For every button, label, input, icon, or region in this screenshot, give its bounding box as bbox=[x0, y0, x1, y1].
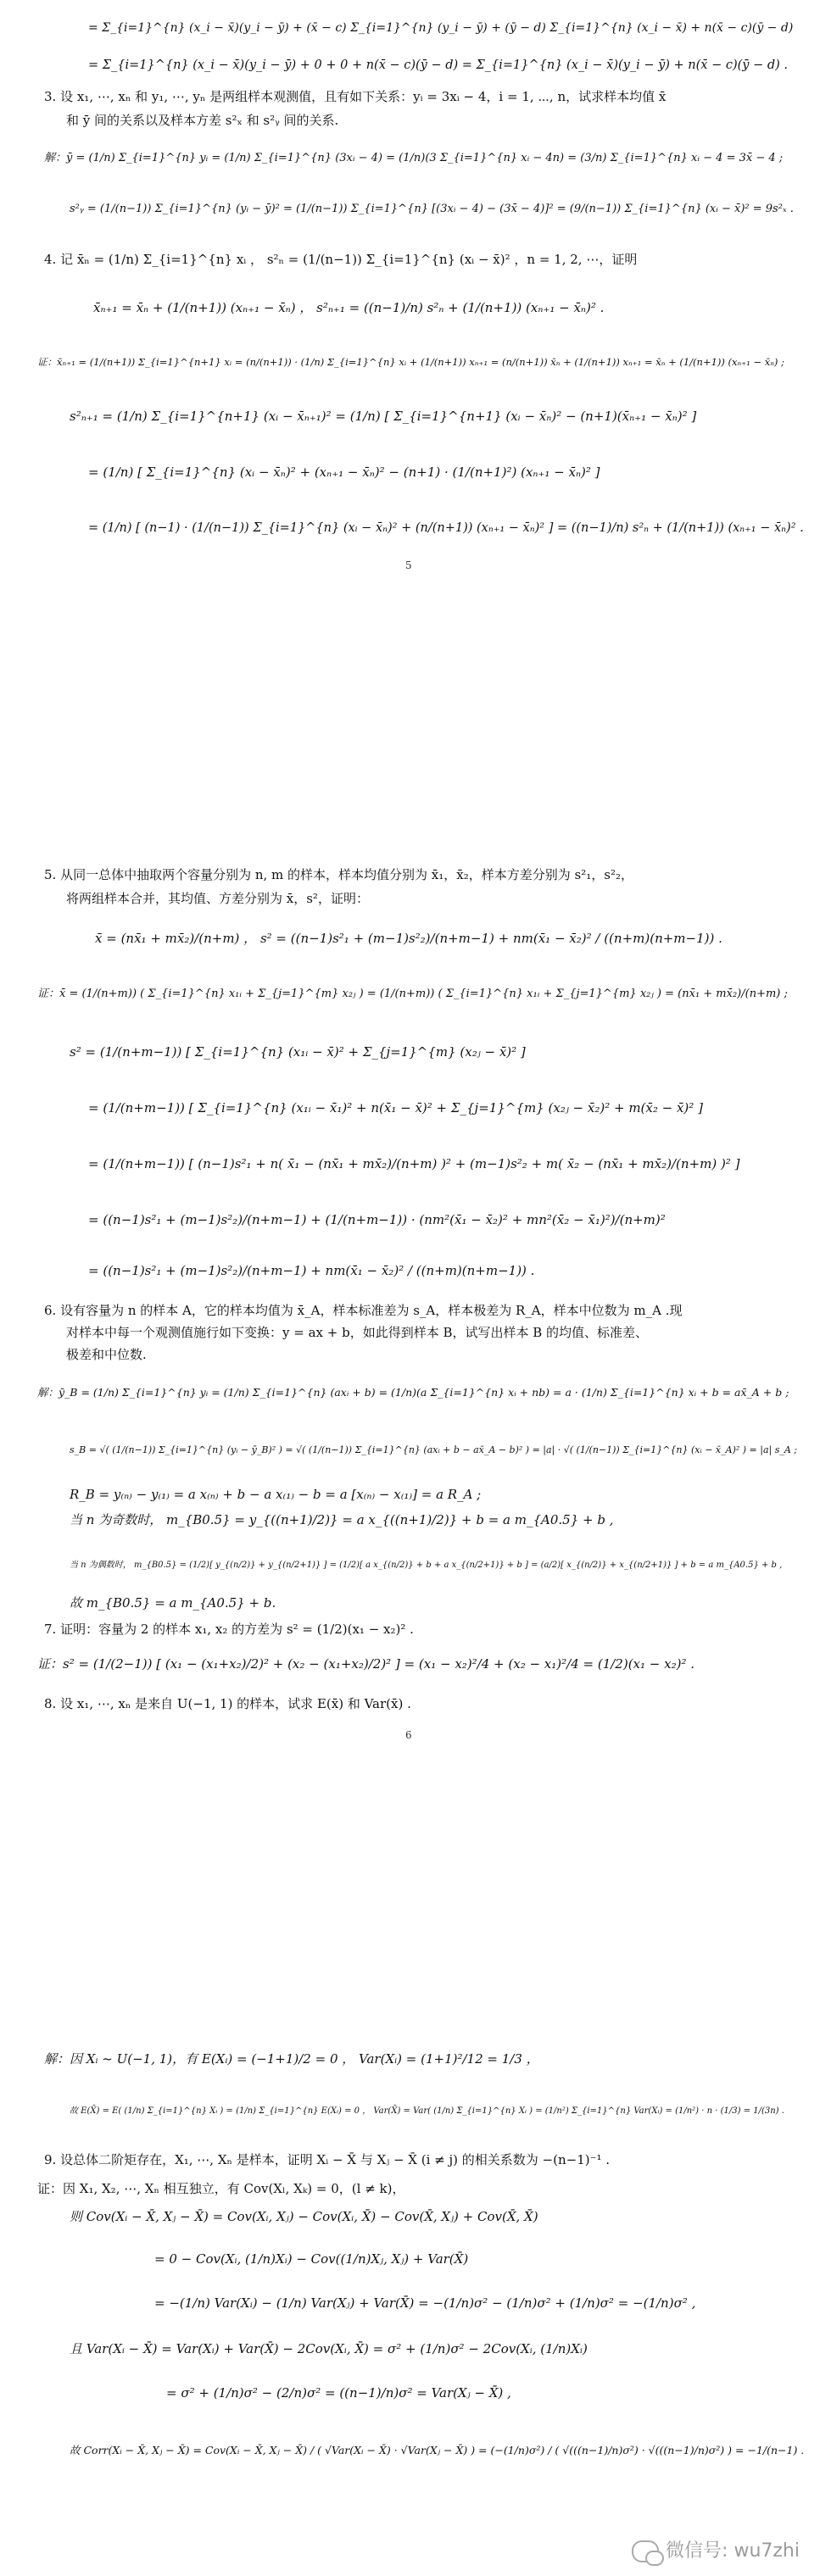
solution-8-line: 故 E(X̄) = E( (1/n) Σ_{i=1}^{n} Xᵢ ) = (1/n) Σ_{i=1}^{n} E(Xᵢ) = 0 ， Var(X̄) = Var( (1/n) Σ_{i=1}^{n} Xᵢ ) = (1/n²) Σ_{i=1}^{n} Var(Xᵢ) = (1/n²) · n · (1/3) = 1/(3n) . bbox=[70, 2106, 784, 2116]
proof-9-line: = σ² + (1/n)σ² − (2/n)σ² = ((n−1)/n)σ² = Var(Xⱼ − X̄) , bbox=[166, 2385, 511, 2401]
solution-6-line: 当 n 为偶数时， m_{B0.5} = (1/2)[ y_{(n/2)} + y_{(n/2+1)} ] = (1/2)[ a x_{(n/2)} + b + a x_{(n/2+1)} + b ] = (a/2)[ x_{(n/2)} + x_{(n/2+1)} ] + b = a m_{A0.5} + b , bbox=[70, 1561, 783, 1570]
problem-8-text: 8. 设 x₁, ⋯, xₙ 是来自 U(−1, 1) 的样本，试求 E(x̄) 和 Var(x̄) . bbox=[44, 1696, 411, 1711]
proof-9-line: 则 Cov(Xᵢ − X̄, Xⱼ − X̄) = Cov(Xᵢ, Xⱼ) − Cov(Xᵢ, X̄) − Cov(X̄, Xⱼ) + Cov(X̄, X̄) bbox=[70, 2209, 538, 2224]
problem-3-text: 和 ȳ 间的关系以及样本方差 s²ₓ 和 s²ᵧ 间的关系. bbox=[66, 113, 339, 128]
proof-4-line: s²ₙ₊₁ = (1/n) Σ_{i=1}^{n+1} (xᵢ − x̄ₙ₊₁)² = (1/n) [ Σ_{i=1}^{n+1} (xᵢ − x̄ₙ)² − (n+1)(x̄ₙ₊₁ − x̄ₙ)² ] bbox=[70, 409, 697, 424]
problem-5-text: 5. 从同一总体中抽取两个容量分别为 n, m 的样本，样本均值分别为 x̄₁，x̄₂，样本方差分别为 s²₁，s²₂， bbox=[44, 867, 633, 882]
solution-3-line: 解：ȳ = (1/n) Σ_{i=1}^{n} yᵢ = (1/n) Σ_{i=1}^{n} (3xᵢ − 4) = (1/n)(3 Σ_{i=1}^{n} xᵢ − 4n) = (3/n) Σ_{i=1}^{n} xᵢ − 4 = 3x̄ − 4 ; bbox=[44, 152, 784, 164]
proof-5-line: s² = (1/(n+m−1)) [ Σ_{i=1}^{n} (x₁ᵢ − x̄)² + Σ_{j=1}^{m} (x₂ⱼ − x̄)² ] bbox=[70, 1044, 526, 1060]
proof-7-line: 证：s² = (1/(2−1)) [ (x₁ − (x₁+x₂)/2)² + (x₂ − (x₁+x₂)/2)² ] = (x₁ − x₂)²/4 + (x₂ − x₁)²/4 = (1/2)(x₁ − x₂)² . bbox=[37, 1656, 694, 1672]
proof-9-line: 且 Var(Xᵢ − X̄) = Var(Xᵢ) + Var(X̄) − 2Cov(Xᵢ, X̄) = σ² + (1/n)σ² − 2Cov(Xᵢ, (1/n)Xᵢ) bbox=[70, 2341, 588, 2356]
problem-4-text: 4. 记 x̄ₙ = (1/n) Σ_{i=1}^{n} xᵢ ， s²ₙ = (1/(n−1)) Σ_{i=1}^{n} (xᵢ − x̄)² ，n = 1, 2, ⋯，证明 bbox=[44, 252, 638, 267]
proof-4-line: 证：x̄ₙ₊₁ = (1/(n+1)) Σ_{i=1}^{n+1} xᵢ = (n/(n+1)) · (1/n) Σ_{i=1}^{n} xᵢ + (1/(n+1)) xₙ₊₁ = (n/(n+1)) x̄ₙ + (1/(n+1)) xₙ₊₁ = x̄ₙ + (1/(n+1)) (xₙ₊₁ − x̄ₙ) ; bbox=[37, 356, 784, 368]
proof-4-line: = (1/n) [ Σ_{i=1}^{n} (xᵢ − x̄ₙ)² + (xₙ₊₁ − x̄ₙ)² − (n+1) · (1/(n+1)²) (xₙ₊₁ − x̄ₙ)² ] bbox=[88, 465, 600, 480]
proof-9-line: = 0 − Cov(Xᵢ, (1/n)Xᵢ) − Cov((1/n)Xⱼ, Xⱼ) + Var(X̄) bbox=[154, 2251, 469, 2267]
proof-5-line: 证：x̄ = (1/(n+m)) ( Σ_{i=1}^{n} x₁ᵢ + Σ_{j=1}^{m} x₂ⱼ ) = (1/(n+m)) ( Σ_{i=1}^{n} x₁ᵢ + Σ_{j=1}^{m} x₂ⱼ ) = (nx̄₁ + mx̄₂)/(n+m) ; bbox=[37, 988, 788, 1000]
proof-5-line: = (1/(n+m−1)) [ (n−1)s²₁ + n( x̄₁ − (nx̄₁ + mx̄₂)/(n+m) )² + (m−1)s²₂ + m( x̄₂ − (nx̄₁ + mx̄₂)/(n+m) )² ] bbox=[88, 1156, 740, 1171]
proof-9-line: = −(1/n) Var(Xᵢ) − (1/n) Var(Xⱼ) + Var(X̄) = −(1/n)σ² − (1/n)σ² + (1/n)σ² = −(1/n)σ² , bbox=[154, 2295, 696, 2311]
equation-line: = Σ_{i=1}^{n} (x_i − x̄)(y_i − ȳ) + (x̄ − c) Σ_{i=1}^{n} (y_i − ȳ) + (ȳ − d) Σ_{i=1}^{n} (x_i − x̄) + n(x̄ − c)(ȳ − d) bbox=[88, 21, 794, 35]
problem-6-text: 对样本中每一个观测值施行如下变换：y = ax + b，如此得到样本 B，试写出样本 B 的均值、标准差、 bbox=[66, 1325, 649, 1340]
problem-5-formula: x̄ = (nx̄₁ + mx̄₂)/(n+m) ， s² = ((n−1)s²₁ + (m−1)s²₂)/(n+m−1) + nm(x̄₁ − x̄₂)² / ((n+m)(n+m−1)) . bbox=[95, 931, 722, 946]
problem-7-text: 7. 证明：容量为 2 的样本 x₁, x₂ 的方差为 s² = (1/2)(x₁ − x₂)² . bbox=[44, 1622, 414, 1637]
proof-4-line: = (1/n) [ (n−1) · (1/(n−1)) Σ_{i=1}^{n} (xᵢ − x̄ₙ)² + (n/(n+1)) (xₙ₊₁ − x̄ₙ)² ] = ((n−1)/n) s²ₙ + (1/(n+1)) (xₙ₊₁ − x̄ₙ)² . bbox=[88, 521, 804, 535]
problem-3-text: 3. 设 x₁, ⋯, xₙ 和 y₁, ⋯, yₙ 是两组样本观测值，且有如下关系：yᵢ = 3xᵢ − 4，i = 1, ⋯, n，试求样本均值 x̄ bbox=[44, 89, 667, 104]
solution-8-line: 解：因 Xᵢ ~ U(−1, 1)，有 E(Xᵢ) = (−1+1)/2 = 0 ， Var(Xᵢ) = (1+1)²/12 = 1/3 ， bbox=[44, 2051, 539, 2067]
problem-9-text: 9. 设总体二阶矩存在，X₁, ⋯, Xₙ 是样本，证明 Xᵢ − X̄ 与 Xⱼ − X̄ (i ≠ j) 的相关系数为 −(n−1)⁻¹ . bbox=[44, 2152, 611, 2167]
page-number: 6 bbox=[405, 1729, 412, 1741]
solution-6-line: 解：ȳ_B = (1/n) Σ_{i=1}^{n} yᵢ = (1/n) Σ_{i=1}^{n} (axᵢ + b) = (1/n)(a Σ_{i=1}^{n} xᵢ + nb) = a · (1/n) Σ_{i=1}^{n} xᵢ + b = ax̄_A + b ; bbox=[37, 1386, 789, 1399]
proof-9-line: 故 Corr(Xᵢ − X̄, Xⱼ − X̄) = Cov(Xᵢ − X̄, Xⱼ − X̄) / ( √Var(Xᵢ − X̄) · √Var(Xⱼ − X̄) ) = (−(1/n)σ²) / ( √(((n−1)/n)σ²) · √(((n−1)/n)σ²) ) = −1/(n−1) . bbox=[70, 2444, 805, 2456]
wechat-watermark bbox=[632, 2536, 800, 2562]
solution-6-line: s_B = √( (1/(n−1)) Σ_{i=1}^{n} (yᵢ − ȳ_B)² ) = √( (1/(n−1)) Σ_{i=1}^{n} (axᵢ + b − ax̄_A − b)² ) = |a| · √( (1/(n−1)) Σ_{i=1}^{n} (xᵢ − x̄_A)² ) = |a| s_A ; bbox=[70, 1444, 798, 1455]
proof-5-line: = (1/(n+m−1)) [ Σ_{i=1}^{n} (x₁ᵢ − x̄₁)² + n(x̄₁ − x̄)² + Σ_{j=1}^{m} (x₂ⱼ − x̄₂)² + m(x̄₂ − x̄)² ] bbox=[88, 1100, 703, 1116]
problem-6-text: 极差和中位数. bbox=[66, 1347, 147, 1362]
solution-6-line: R_B = y₍ₙ₎ − y₍₁₎ = a x₍ₙ₎ + b − a x₍₁₎ − b = a [x₍ₙ₎ − x₍₁₎] = a R_A ; bbox=[70, 1487, 482, 1502]
problem-6-text: 6. 设有容量为 n 的样本 A，它的样本均值为 x̄_A，样本标准差为 s_A，样本极差为 R_A，样本中位数为 m_A .现 bbox=[44, 1303, 683, 1318]
proof-9-line: 证：因 X₁, X₂, ⋯, Xₙ 相互独立，有 Cov(Xₗ, Xₖ) = 0，(l ≠ k)， bbox=[37, 2181, 405, 2196]
page-number: 5 bbox=[405, 559, 412, 571]
equation-line: = Σ_{i=1}^{n} (x_i − x̄)(y_i − ȳ) + 0 + 0 + n(x̄ − c)(ȳ − d) = Σ_{i=1}^{n} (x_i − x̄)(y_i − ȳ) + n(x̄ − c)(ȳ − d) . bbox=[88, 58, 788, 72]
problem-4-formula: x̄ₙ₊₁ = x̄ₙ + (1/(n+1)) (xₙ₊₁ − x̄ₙ) ， s²ₙ₊₁ = ((n−1)/n) s²ₙ + (1/(n+1)) (xₙ₊₁ − x̄ₙ)² . bbox=[93, 300, 605, 315]
wechat-icon bbox=[632, 2540, 659, 2562]
solution-3-line: s²ᵧ = (1/(n−1)) Σ_{i=1}^{n} (yᵢ − ȳ)² = (1/(n−1)) Σ_{i=1}^{n} [(3xᵢ − 4) − (3x̄ − 4)]² = (9/(n−1)) Σ_{i=1}^{n} (xᵢ − x̄)² = 9s²ₓ . bbox=[70, 203, 794, 215]
proof-5-line: = ((n−1)s²₁ + (m−1)s²₂)/(n+m−1) + (1/(n+m−1)) · (nm²(x̄₁ − x̄₂)² + mn²(x̄₂ − x̄₁)²)/(n+m)² bbox=[88, 1212, 666, 1227]
problem-5-text: 将两组样本合并，其均值、方差分别为 x̄，s²，证明： bbox=[66, 891, 369, 906]
solution-6-line: 当 n 为奇数时， m_{B0.5} = y_{((n+1)/2)} = a x_{((n+1)/2)} + b = a m_{A0.5} + b , bbox=[70, 1512, 614, 1527]
watermark-text: 微信号: wu7zhi bbox=[666, 2540, 800, 2562]
proof-5-line: = ((n−1)s²₁ + (m−1)s²₂)/(n+m−1) + nm(x̄₁ − x̄₂)² / ((n+m)(n+m−1)) . bbox=[88, 1263, 535, 1278]
solution-6-line: 故 m_{B0.5} = a m_{A0.5} + b. bbox=[70, 1595, 276, 1611]
